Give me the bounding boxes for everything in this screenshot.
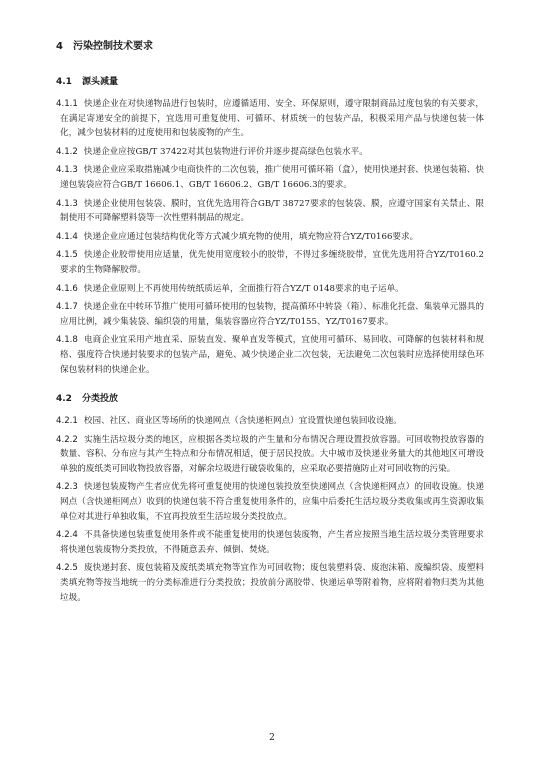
- clause-number: 4.1.6: [56, 283, 78, 294]
- clause-number: 4.1.8: [56, 335, 78, 346]
- section-title: 分类投放: [81, 394, 118, 405]
- clause-number: 4.1.5: [56, 250, 78, 261]
- clause-text: 快递企业应采取措施减少电商快件的二次包装，推广使用可循环箱（盒），使用快递封套、快递包装箱、快递包装袋应符合GB/T 16606.1、GB/T 16606.2、GB/T 16606.3的要求。: [60, 165, 484, 190]
- clause-text: 快递企业应按GB/T 37422对其包装物进行评价并逐步提高绿色包装水平。: [83, 146, 368, 157]
- clause-paragraph: [56, 230, 484, 245]
- clause-text: 不具备快递包装重复使用条件或不能重复使用的快递包装废物，产生者应按照当地生活垃圾分类管理要求将快递包装废物分类投放，不得随意丢弃、倾倒、焚烧。: [60, 530, 484, 555]
- clause-number: 4.1.3: [56, 165, 78, 176]
- clause-number: 4.1.2: [56, 146, 78, 157]
- clause-text: 快递企业使用包装袋、膜时，宜优先选用符合GB/T 38727要求的包装袋、膜，应遵守国家有关禁止、限制使用不可降解塑料袋等一次性塑料制品的规定。: [60, 198, 484, 224]
- clause-number: 4.1.3: [56, 198, 78, 209]
- clause-text: 快递企业在对快递物品进行包装时，应遵循适用、安全、环保原则，遵守限制商品过度包装的有关要求，在满足寄递安全的前提下，宜选用可重复使用、可循环、材质统一的包装产品，积极采用产品与快递包装一体化，减少包装材料的过度使用和包装废物的产生。: [60, 99, 484, 139]
- chapter-title: 污染控制技术要求: [72, 41, 153, 52]
- page-number: 2: [269, 733, 275, 743]
- clause-number: 4.1.4: [56, 231, 78, 242]
- clause-paragraph: [56, 414, 484, 429]
- clause-text: 电商企业宜采用产地直采、原装直发、聚单直发等模式，宜使用可循环、易回收、可降解的包装材料和规格、强度符合快递封装要求的包装产品，避免、减少快递企业二次包装，无法避免二次包装时应选择使用绿色环保包装材料的快递企业。: [60, 335, 484, 375]
- clause-paragraph: [56, 248, 484, 277]
- clause-number: 4.1.1: [56, 99, 78, 109]
- clause-paragraph: [56, 145, 484, 160]
- clause-number: 4.2.5: [56, 563, 78, 574]
- clause-paragraph: [56, 197, 484, 226]
- clause-paragraph: [56, 528, 484, 557]
- chapter-number: 4: [56, 41, 63, 52]
- clause-number: 4.2.4: [56, 530, 78, 541]
- clause-text: 实施生活垃圾分类的地区，应根据各类垃圾的产生量和分布情况合理设置投放容器。可回收物投放容器的数量、容积、分布应与其产生特点和分布情况相适，便于居民投放。大中城市及快递业务量大的其他地区可增设单独的废纸类可回收物投放容器，对解余垃圾进行破袋收集的，应采取必要措施防止对可回收物的污染。: [60, 434, 484, 474]
- clause-paragraph: [56, 433, 484, 477]
- section-title: 源头减量: [81, 77, 118, 87]
- chapter-heading: [56, 40, 484, 54]
- clause-paragraph: [56, 300, 484, 329]
- clause-paragraph: [56, 282, 484, 297]
- section-heading: [56, 393, 484, 406]
- clause-paragraph: [56, 480, 484, 524]
- clause-number: 4.2.2: [56, 434, 78, 445]
- clause-paragraph: [56, 333, 484, 377]
- clause-text: 快递企业在中转环节推广使用可循环使用的包装物，提高循环中转袋（箱）、标准化托盘、集装单元器具的应用比例，减少集装袋、编织袋的用量，集装容器应符合YZ/T0155、YZ/T0167要求。: [60, 302, 484, 327]
- clause-paragraph: [56, 97, 484, 141]
- section-number: 4.1: [56, 77, 72, 87]
- section-heading: [56, 76, 484, 89]
- clause-text: 快递企业应通过包装结构优化等方式减少填充物的使用，填充物应符合YZ/T0166要求。: [83, 231, 419, 242]
- clause-text: 校园、社区、商业区等场所的快递网点（含快递柜网点）宜设置快递包装回收设施。: [83, 416, 402, 427]
- clause-text: 快递企业原则上不再使用传统纸质运单，全面推行符合YZ/T 0148要求的电子运单。: [83, 283, 404, 294]
- clause-number: 4.2.3: [56, 482, 78, 493]
- clause-text: 快递包装废物产生者应优先将可重复使用的快递包装投放至快递网点（含快递柜网点）的回收设施。快递网点（含快递柜网点）收到的快递包装不符合重复使用条件的，应集中后委托生活垃圾分类收集或再生资源收集单位对其进行单独收集，不宜再投放至生活垃圾分类投放点。: [60, 482, 484, 522]
- clause-paragraph: [56, 561, 484, 605]
- clause-text: 快递企业胶带使用应适量，优先使用宽度较小的胶带，不得过多缠绕胶带，宜优先选用符合YZ/T0160.2要求的生物降解胶带。: [60, 250, 484, 275]
- clause-text: 废快递封套、废包装箱及废纸类填充物等宜作为可回收物；废包装塑料袋、废泡沫箱、废编织袋、废塑料类填充物等按当地统一的分类标准进行分类投放；投放前分离胶带、快递运单等附着物，应将附着物归类为其他垃圾。: [60, 563, 484, 603]
- section-number: 4.2: [56, 394, 72, 405]
- clause-number: 4.2.1: [56, 416, 78, 427]
- clause-paragraph: [56, 163, 484, 192]
- clause-number: 4.1.7: [56, 302, 78, 313]
- sections-container: [56, 76, 484, 605]
